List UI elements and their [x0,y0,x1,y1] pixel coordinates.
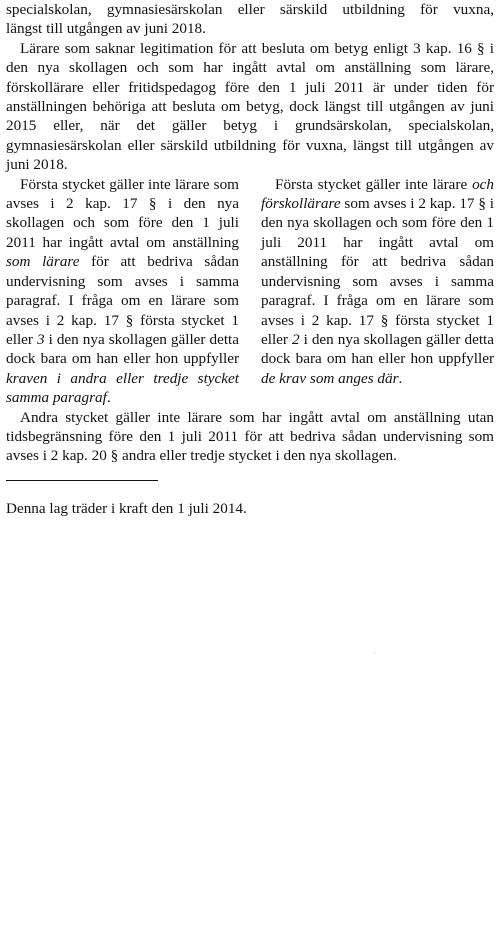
left-italic-1: som lärare [6,253,80,271]
left-column-current-text [6,175,239,408]
right-part-3: i den nya skollagen gäller detta dock bara om han eller hon uppfyller [261,330,495,368]
intro-line-2: längst till utgången av juni 2018. [6,20,206,38]
left-part-1: Första stycket gäller inte lärare som avses i 2 kap. 17 § i den nya skollagen och som före den 1 juli 2011 har ingått avtal om anställning [6,175,239,251]
right-column-paragraph [261,175,494,388]
comparison-columns [6,175,494,408]
right-italic-2: 2 [292,330,300,348]
right-part-1: Första stycket gäller inte lärare [275,175,473,193]
left-part-4: . [106,389,111,407]
footnote-divider [6,480,158,481]
scan-speck [374,652,375,653]
paragraph-legitimation: Lärare som saknar legitimation för att besluta om betyg enligt 3 kap. 16 § i den nya skollagen och som har ingått avtal om anställning som lärare, förskollärare eller fritidspedagog före den 1 juli 2011 är under tiden för anställningen behöriga att besluta om betyg, dock längst till utgången av juni 2015 eller, när det gäller betyg i grundsärskolan, specialskolan, gymnasiesärskolan eller särskild utbildning för vuxna, längst till utgången av juni 2018. [6,39,494,174]
left-italic-2: 3 [37,330,45,348]
right-italic-1: och förskollärare [261,175,494,213]
intro-line-1: specialskolan, gymnasiesärskolan eller särskild utbildning för vuxna, [6,1,494,18]
right-part-2: som avses i 2 kap. 17 § i den nya skollagen och som före den 1 juli 2011 har ingått avtal om anställning för att bedriva sådan undervisning som avses i samma paragraf. I fråga om en lärare som avses i 2 kap. 17 § första stycket 1 eller [261,195,494,348]
right-italic-3: de krav som anges där [261,369,399,387]
left-column-paragraph [6,175,239,408]
left-part-2: för att bedriva sådan undervisning som avses i samma paragraf. I fråga om en lärare som avses i 2 kap. 17 § första stycket 1 eller [6,253,239,348]
document-page [6,0,494,518]
right-part-4: . [398,369,403,387]
paragraph-andra-stycket: Andra stycket gäller inte lärare som har ingått avtal om anställning utan tidsbegränsning före den 1 juli 2011 för att bedriva sådan undervisning som avses i 2 kap. 20 § andra eller tredje stycket i den nya skollagen. [6,408,494,465]
left-italic-3: kraven i andra eller tredje stycket samma paragraf [6,369,239,407]
right-column-proposed-text [261,175,494,408]
entry-into-force-note: Denna lag träder i kraft den 1 juli 2014. [6,499,247,517]
left-part-3: i den nya skollagen gäller detta dock bara om han eller hon uppfyller [6,330,240,368]
